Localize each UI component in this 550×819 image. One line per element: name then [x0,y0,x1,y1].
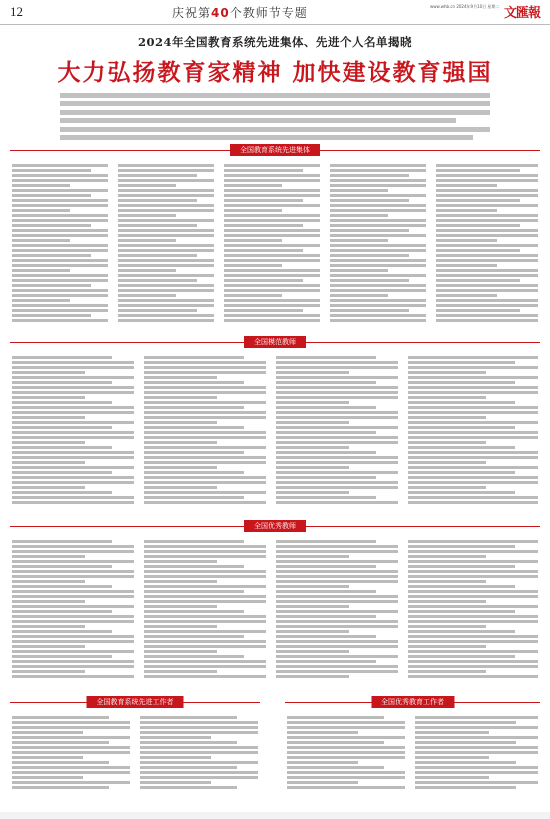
text-column [415,714,538,791]
text-column [12,714,130,791]
text-column [408,538,538,680]
page-number: 12 [10,4,23,19]
text-column [287,714,405,791]
page-header-bar [0,0,550,25]
section-banner-model-teachers: 全国模范教师 [10,336,540,348]
masthead [430,2,540,22]
masthead-info: www.whb.cn 2024年9月10日 星期二 [430,4,500,9]
text-column [408,354,538,506]
newspaper-logo: 文匯報 [503,6,540,21]
section-banner-excellent-educators: 全国优秀教育工作者 [285,696,540,708]
text-column [12,162,108,324]
article-headline: 大力弘扬教育家精神 加快建设教育强国 [57,60,493,86]
text-column [330,162,426,324]
section-number: 40 [211,6,230,20]
page-footer [0,812,550,819]
text-column [144,354,266,506]
text-column [224,162,320,324]
text-column [276,538,398,680]
section-banner-excellent-teachers: 全国优秀教师 [10,520,540,532]
text-column [436,162,538,324]
lead-paragraph [60,89,490,144]
text-column [276,354,398,506]
text-column [118,162,214,324]
article-kicker: 2024年全国教育系统先进集体、先进个人名单揭晓 [137,35,412,49]
text-column [12,538,134,680]
text-column [12,354,134,506]
text-column [144,538,266,680]
section-banner-collectives: 全国教育系统先进集体 [10,144,540,156]
section-title: 庆祝第40个教师节专题 [172,6,308,20]
text-column [140,714,258,791]
section-banner-advanced-workers: 全国教育系统先进工作者 [10,696,260,708]
